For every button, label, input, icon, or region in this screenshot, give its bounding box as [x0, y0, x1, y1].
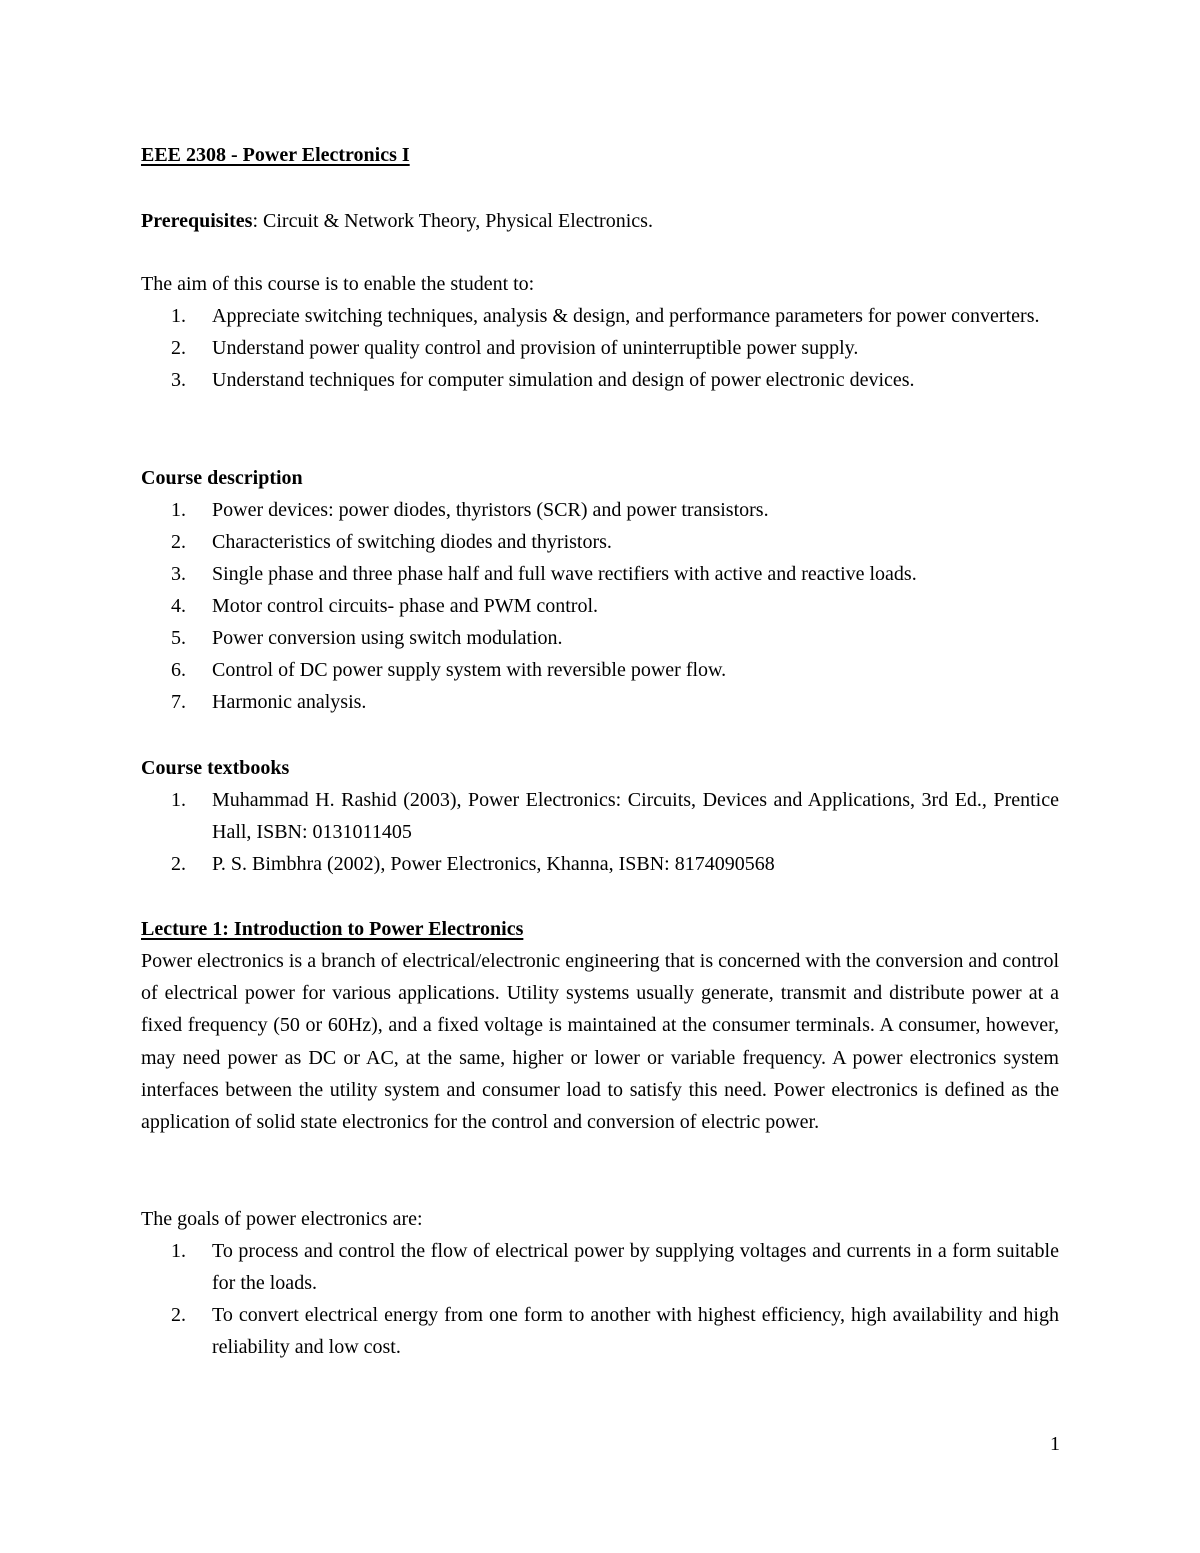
- list-item: [141, 300, 1059, 332]
- list-number: 2.: [171, 531, 186, 553]
- list-text: Understand power quality control and provision of uninterruptible power supply.: [212, 337, 859, 359]
- list-number: 6.: [171, 659, 186, 681]
- list-text: P. S. Bimbhra (2002), Power Electronics, Khanna, ISBN: 8174090568: [212, 853, 775, 875]
- aims-list: [141, 300, 1059, 396]
- list-text: Power conversion using switch modulation.: [212, 627, 563, 649]
- lecture-1-heading: Lecture 1: Introduction to Power Electronics: [141, 918, 524, 940]
- prerequisites-line: [141, 205, 1059, 237]
- goals-list: [141, 1235, 1059, 1363]
- list-text: Single phase and three phase half and full wave rectifiers with active and reactive loads.: [212, 563, 917, 585]
- list-item: [141, 1299, 1059, 1363]
- list-number: 1.: [171, 305, 186, 327]
- list-item: [141, 622, 1059, 654]
- list-text: To process and control the flow of electrical power by supplying voltages and currents in a form suitable for the loads.: [212, 1240, 1059, 1294]
- list-number: 5.: [171, 627, 186, 649]
- course-description-list: [141, 494, 1059, 718]
- list-number: 7.: [171, 691, 186, 713]
- list-number: 3.: [171, 369, 186, 391]
- aims-intro: The aim of this course is to enable the student to:: [141, 273, 535, 295]
- list-text: Characteristics of switching diodes and thyristors.: [212, 531, 612, 553]
- list-text: Control of DC power supply system with reversible power flow.: [212, 659, 727, 681]
- list-item: [141, 784, 1059, 848]
- list-text: Harmonic analysis.: [212, 691, 367, 713]
- list-item: [141, 558, 1059, 590]
- list-item: [141, 526, 1059, 558]
- list-item: [141, 1235, 1059, 1299]
- list-text: Motor control circuits- phase and PWM control.: [212, 595, 599, 617]
- list-number: 3.: [171, 563, 186, 585]
- list-text: Appreciate switching techniques, analysis & design, and performance parameters for power converters.: [212, 305, 1040, 327]
- list-item: [141, 364, 1059, 396]
- course-textbooks-list: [141, 784, 1059, 880]
- prerequisites-label: Prerequisites: [141, 210, 253, 232]
- list-number: 1.: [171, 1240, 186, 1262]
- prerequisites-text: : Circuit & Network Theory, Physical Electronics.: [252, 210, 653, 232]
- goals-intro: The goals of power electronics are:: [141, 1208, 423, 1230]
- list-item: [141, 848, 1059, 880]
- list-text: Power devices: power diodes, thyristors (SCR) and power transistors.: [212, 499, 769, 521]
- course-description-heading: Course description: [141, 467, 303, 489]
- list-item: [141, 654, 1059, 686]
- list-text: To convert electrical energy from one form to another with highest efficiency, high availability and high reliability and low cost.: [212, 1304, 1059, 1358]
- list-item: [141, 686, 1059, 718]
- list-number: 4.: [171, 595, 186, 617]
- list-text: Understand techniques for computer simulation and design of power electronic devices.: [212, 369, 915, 391]
- course-title: EEE 2308 - Power Electronics I: [141, 144, 410, 166]
- list-item: [141, 590, 1059, 622]
- list-number: 1.: [171, 789, 186, 811]
- list-text: Muhammad H. Rashid (2003), Power Electronics: Circuits, Devices and Applications, 3rd Ed., Prentice Hall, ISBN: 0131011405: [212, 789, 1059, 843]
- list-item: [141, 332, 1059, 364]
- course-textbooks-heading: Course textbooks: [141, 757, 290, 779]
- list-number: 1.: [171, 499, 186, 521]
- list-number: 2.: [171, 853, 186, 875]
- page-number: 1: [1050, 1433, 1060, 1455]
- list-number: 2.: [171, 1304, 186, 1326]
- list-item: [141, 494, 1059, 526]
- lecture-1-paragraph: Power electronics is a branch of electrical/electronic engineering that is concerned with the conversion and control of electrical power for various applications. Utility systems usually generate, transmit and distribute power at a fixed frequency (50 or 60Hz), and a fixed voltage is maintained at the consumer terminals. A consumer, however, may need power as DC or AC, at the same, higher or lower or variable frequency. A power electronics system interfaces between the utility system and consumer load to satisfy this need. Power electronics is defined as the application of solid state electronics for the control and conversion of electric power.: [141, 950, 1059, 1134]
- list-number: 2.: [171, 337, 186, 359]
